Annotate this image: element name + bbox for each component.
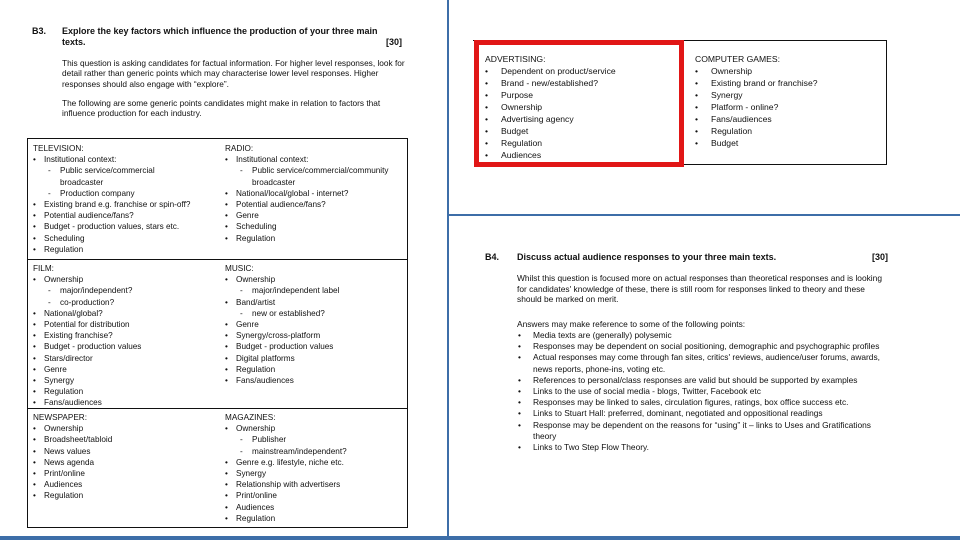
table-border-right	[886, 40, 887, 165]
list-item: - Publisher	[225, 434, 347, 445]
question-title: Explore the key factors which influence the production of your three main texts.	[62, 26, 378, 47]
list-item: • Purpose	[483, 89, 616, 101]
bullet-icon: •	[518, 386, 521, 397]
list-item: • Regulation	[693, 125, 818, 137]
list-item: • Synergy/cross-platform	[225, 330, 339, 341]
list-item-text: Responses may be linked to sales, circulation figures, ratings, box office success etc.	[533, 397, 849, 408]
list-item: • Broadsheet/tabloid	[33, 434, 112, 445]
list-item: • Digital platforms	[225, 353, 339, 364]
list-item: • Institutional context:	[225, 154, 389, 165]
list-item: • Genre	[225, 319, 339, 330]
bullet-icon: •	[518, 442, 521, 453]
question-title: Discuss actual audience responses to your three main texts.	[517, 252, 777, 262]
list-item: - new or established?	[225, 308, 339, 319]
list-item: - mainstream/independent?	[225, 446, 347, 457]
list-item: • Fans/audiences	[693, 113, 818, 125]
cell-heading: NEWSPAPER:	[33, 413, 87, 422]
list-item: • Print/online	[33, 468, 112, 479]
list-item: • Print/online	[225, 490, 347, 501]
list-item	[517, 420, 889, 442]
cell-heading: MAGAZINES:	[225, 413, 276, 422]
list-item: • Scheduling	[33, 233, 190, 244]
cell-television	[33, 143, 190, 255]
list-item-text: Links to Stuart Hall: preferred, dominant, negotiated and oppositional readings	[533, 408, 823, 419]
list-item: • Audiences	[225, 502, 347, 513]
list-item-text: References to personal/class responses are valid but should be supported by examples	[533, 374, 858, 385]
list-item: • Brand - new/established?	[483, 77, 616, 89]
list-item-text: Responses may be dependent on social positioning, demographic and psychographic profiles	[533, 341, 880, 352]
cell-heading: FILM:	[33, 264, 54, 273]
list-item: - Public service/commercial	[33, 165, 190, 176]
list-item: • Stars/director	[33, 353, 141, 364]
list-item: • Ownership	[693, 65, 818, 77]
factor-list	[225, 423, 347, 524]
bullet-icon: •	[518, 330, 521, 340]
list-item: • Potential audience/fans?	[225, 199, 389, 210]
bullet-icon: •	[518, 408, 521, 419]
factor-list	[225, 154, 389, 244]
list-item: • Regulation	[225, 233, 389, 244]
industry-factors-table	[27, 138, 408, 528]
list-item: • Regulation	[33, 244, 190, 255]
list-item: • Ownership	[33, 423, 112, 434]
list-item-text: Actual responses may come through fan sites, critics' reviews, audience/user forums, awards, news reports, phone-ins, voting etc.	[533, 352, 880, 374]
list-item: • Potential audience/fans?	[33, 210, 190, 221]
list-item: • Synergy	[33, 375, 141, 386]
list-item	[517, 408, 889, 419]
left-page-b3	[0, 0, 448, 540]
cell-film	[33, 263, 141, 409]
list-item: - Production company	[33, 188, 190, 199]
list-item: • Budget	[483, 125, 616, 137]
list-item: - major/independent?	[33, 285, 141, 296]
list-item: • Ownership	[33, 274, 141, 285]
list-item: • Potential for distribution	[33, 319, 141, 330]
list-item: • News values	[33, 446, 112, 457]
list-item: • Synergy	[693, 89, 818, 101]
cell-magazines	[225, 412, 347, 524]
cell-music	[225, 263, 339, 386]
list-item: • Regulation	[483, 137, 616, 149]
list-item: • Budget	[693, 137, 818, 149]
list-item: • Fans/audiences	[33, 397, 141, 408]
list-item: • National/global?	[33, 308, 141, 319]
guidance-paragraph-2: The following are some generic points candidates might make in relation to factors that influence production for each industry.	[62, 98, 381, 119]
list-item-text: Media texts are (generally) polysemic	[533, 330, 672, 340]
list-item: • Budget - production values	[225, 341, 339, 352]
list-item: • Genre e.g. lifestyle, niche etc.	[225, 457, 347, 468]
bullet-icon: •	[518, 352, 521, 363]
list-item: broadcaster	[252, 177, 296, 187]
cell-radio	[225, 143, 389, 244]
cell-heading: TELEVISION:	[33, 144, 84, 153]
list-item: • Existing franchise?	[33, 330, 141, 341]
list-item-text: Links to the use of social media - blogs, Twitter, Facebook etc	[533, 386, 761, 397]
factor-list	[225, 274, 339, 386]
table-border-bottom	[684, 164, 887, 165]
list-item: • Synergy	[225, 468, 347, 479]
list-item: • Dependent on product/service	[483, 65, 616, 77]
list-item: - Public service/commercial/community	[225, 165, 389, 176]
factor-list	[33, 154, 190, 255]
list-item: • Institutional context:	[33, 154, 190, 165]
guidance-paragraph: This question is asking candidates for factual information. For higher level responses, look for detail rather than generic points which may characterise lower level responses. Higher responses should also engage with “explore”.	[62, 58, 405, 89]
list-item: - major/independent label	[225, 285, 339, 296]
guidance-paragraph: Whilst this question is focused more on actual responses than theoretical responses and is looking for candidates' knowledge of these, there is still room for responses linked to theory and these should be marked on merit.	[517, 273, 882, 305]
bottom-border	[0, 536, 960, 540]
question-number: B4.	[485, 252, 500, 262]
games-heading: COMPUTER GAMES:	[695, 54, 780, 64]
list-item	[517, 397, 889, 408]
highlight-box	[474, 40, 684, 167]
right-top-page	[449, 0, 960, 214]
list-item: • Ownership	[483, 101, 616, 113]
list-item	[517, 330, 889, 341]
factor-list	[33, 274, 141, 408]
bullet-icon: •	[518, 397, 521, 408]
table-divider	[28, 259, 407, 260]
list-item: • Genre	[33, 364, 141, 375]
list-item: • Band/artist	[225, 297, 339, 308]
question-number: B3.	[32, 26, 47, 36]
list-item	[517, 375, 889, 386]
list-item: - co-production?	[33, 297, 141, 308]
list-item: • Scheduling	[225, 221, 389, 232]
question-marks: [30]	[386, 37, 403, 47]
list-item: • Platform - online?	[693, 101, 818, 113]
list-item-text: Response may be dependent on the reasons for “using” it – links to Uses and Gratifications theory	[533, 419, 871, 441]
cell-heading: RADIO:	[225, 144, 254, 153]
list-item: • Existing brand or franchise?	[693, 77, 818, 89]
list-item	[517, 442, 889, 453]
list-item: • Advertising agency	[483, 113, 616, 125]
cell-newspaper	[33, 412, 112, 502]
list-item: • Audiences	[483, 149, 616, 161]
bullet-icon: •	[518, 419, 521, 430]
list-item: • Regulation	[225, 364, 339, 375]
list-item	[517, 352, 889, 374]
list-item: • News agenda	[33, 457, 112, 468]
list-item-text: Links to Two Step Flow Theory.	[533, 442, 649, 453]
list-item: • Regulation	[33, 386, 141, 397]
list-item: • Budget - production values	[33, 341, 141, 352]
games-list	[693, 65, 818, 149]
list-item: • Genre	[225, 210, 389, 221]
bullet-icon: •	[518, 374, 521, 385]
factor-list	[33, 423, 112, 501]
question-marks: [30]	[872, 252, 889, 262]
list-item: • Ownership	[225, 274, 339, 285]
list-item: • Relationship with advertisers	[225, 479, 347, 490]
response-points-list	[517, 330, 889, 453]
list-item: • Audiences	[33, 479, 112, 490]
advertising-heading: ADVERTISING:	[485, 54, 546, 64]
list-item	[517, 341, 889, 352]
list-item: • Regulation	[33, 490, 112, 501]
list-item: broadcaster	[60, 177, 104, 187]
guidance-paragraph-2: Answers may make reference to some of the following points:	[517, 319, 746, 329]
list-item: • Budget - production values, stars etc.	[33, 221, 190, 232]
list-item	[517, 386, 889, 397]
list-item: • Ownership	[225, 423, 347, 434]
bullet-icon: •	[518, 341, 521, 352]
list-item: • Existing brand e.g. franchise or spin-off?	[33, 199, 190, 210]
list-item: • National/local/global - internet?	[225, 188, 389, 199]
right-bottom-page-b4	[449, 216, 960, 536]
list-item: • Regulation	[225, 513, 347, 524]
cell-heading: MUSIC:	[225, 264, 254, 273]
list-item: • Fans/audiences	[225, 375, 339, 386]
